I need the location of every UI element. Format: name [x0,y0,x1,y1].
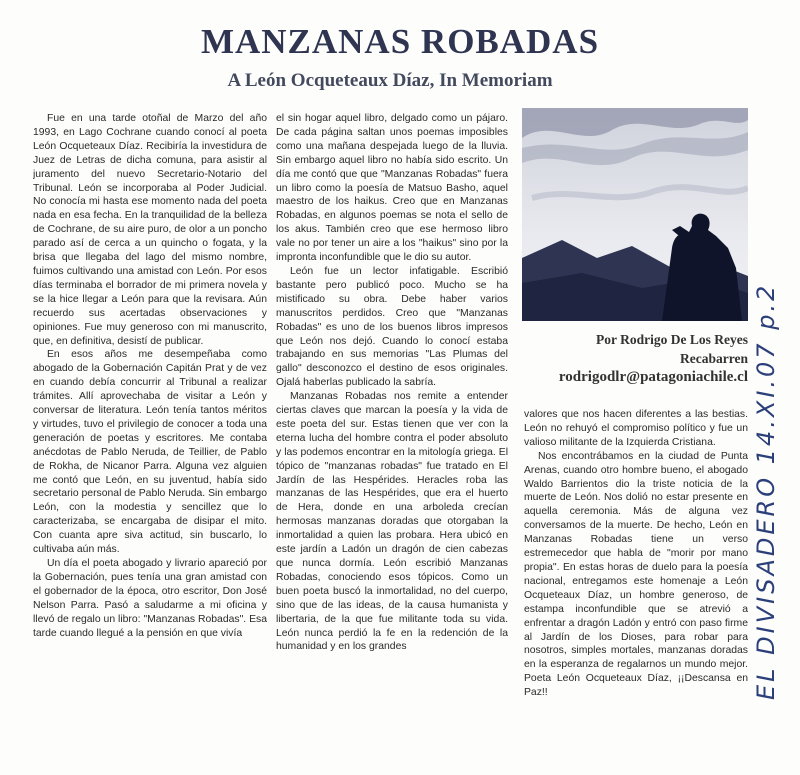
paragraph: Manzanas Robadas nos remite a entender ciertas claves que marcan la poesía y la vida de este poeta del sur. Estas tienen que ver con la eterna lucha del hombre contra el poder absoluto y las podemos encontrar en la mitología griega. El tópico de "manzanas robadas" fue tratado en El Jardín de las Hespérides. Heracles roba las manzanas de las Hespérides, que era el huerto de Hera, donde en una arboleda crecían hermosas manzanas doradas que otorgaban la inmortalidad a quien las probara. Hera ubicó en este jardín a Ladón un dragón de cien cabezas que nunca dormía. León escribió Manzanas Robadas, conociendo esos tópicos. Como un buen poeta buscó la inmortalidad, no del cuerpo, sino que de las ideas, de la causa humanista y libertaria, de la que fue militante toda su vida. León nunca perdió la fe en la redención de la humanidad y en los grandes [276,391,508,653]
text-column-3 [524,408,748,730]
author-name: Por Rodrigo De Los Reyes [596,332,748,347]
article-subtitle: A León Ocqueteaux Díaz, In Memoriam [227,70,553,91]
paragraph: León fue un lector infatigable. Escribió bastante pero publicó poco. Mucho se ha mistificado su obra. Debe haber varios manuscritos perdidos. Creo que "Manzanas Robadas" es uno de los buenos libros impresos que León nos dejó. Cuando lo conocí estaba trabajando en sus memorias "Las Plumas del gallo" desconozco el destino de esos originales. Ojalá haberlas publicado la sabría. [276,265,508,389]
paragraph: el sin hogar aquel libro, delgado como un pájaro. De cada página saltan unos poemas imposibles como una mañana despejada luego de la lluvia. Sin embargo aquel libro no había sido escrito. Un día me contó que que "Manzanas Robadas" fuera un libro como la poesía de Matsuo Basho, aquel maestro de los haikus. Creo que en Manzanas Robadas, en algunos poemas se nota el sello de los akus. También creo que ese hermoso libro vale no por tener un aire a los "haikus" sino por la impronta inconfundible que le dio su autor. [276,113,508,264]
article-photo [522,108,748,321]
paragraph: Nos encontrábamos en la ciudad de Punta Arenas, cuando otro hombre bueno, el abogado Waldo Barrientos dio la triste noticia de la muerte de León. Nos dolió no estar presente en aquella ceremonia. Más de alguna vez conversamos de la muerte. De hecho, León en Manzanas Robadas tiene un verso estremecedor que habla de "morir por mano propia". En estas horas de duelo para la poesía nacional, entregamos este homenaje a León Ocqueteaux Díaz, un hombre generoso, de estampa inconfundible que se atrevió a enfrentar a dragón Ladón y entró con paso firme al Jardín de los Dioses, para robar para nosotros, simples mortales, manzanas doradas en la esperanza de regalarnos un mundo mejor. Poeta León Ocqueteaux Díaz, ¡¡Descansa en Paz!! [524,450,748,699]
author-byline [520,330,748,387]
text-column-2 [276,112,508,727]
article-title: MANZANAS ROBADAS [200,22,600,61]
author-email: rodrigodlr@patagoniachile.cl [558,369,748,385]
handwritten-source-note: EL DIVISADERO 14.XI.07 p.2 [752,282,780,700]
text-column-1 [33,112,267,727]
paragraph: valores que nos hacen diferentes a las bestias. León no rehuyó el compromiso político y fue un valioso militante de la Izquierda Cristiana. [524,409,748,448]
paragraph: Fue en una tarde otoñal de Marzo del año 1993, en Lago Cochrane cuando conocí al poeta León Ocqueteaux Díaz. Recibiría la investidura de Juez de Letras de dicha comuna, para asistir al juramento del nuevo Secretario-Notario del Tribunal. León se incorporaba al Poder Judicial. No conocía mi hasta ese momento nada del poeta nada en esa fecha. En la tranquilidad de la belleza de Cochrane, de su aire puro, de olor a un poncho parado así de cerca a un quincho o fogata, y la brisa que llegaba del lago del mismo nombre, fuimos cultivando una amistad con León. Por esos días terminaba el borrador de mi primera novela y se la hice llegar a León para que la revisara. Aún recuerdo sus acertadas observaciones y opiniones. Fue muy generoso con mi manuscrito, que, en definitiva, desistí de publicar. [33,113,267,347]
author-surname: Recabarren [680,351,748,366]
paragraph: En esos años me desempeñaba como abogado de la Gobernación Capitán Prat y de vez en cuando debía concurrir al Tribunal a realizar trámites. Allí aprovechaba de visitar a León y conversar de literatura. León tenía tantos méritos y virtudes, tuvo el privilegio de conocer a toda una generación de poetas y escritores. Me contaba anécdotas de Pablo Neruda, de Teillier, de Pablo de Rokha, de Nicanor Parra. Alguna vez alguien me contó que León, en su juventud, había sido secretario personal de Pablo Neruda. Sin embargo León, con la modestia y sencillez que lo caracterizaba, se encargaba de disipar el mito. Con cuanta apre siva actitud, sin buscarlo, lo cultivaba aún más. [33,349,267,556]
photo-illustration [522,108,748,321]
paragraph: Un día el poeta abogado y livrario apareció por la Gobernación, pues tenía una gran amistad con el gobernador de la época, otro escritor, Don José Nelson Parra. Pasó a saludarme a mi oficina y llevó de regalo un libro: "Manzanas Robadas". Esa tarde cuando llegué a la pensión en que vivía [33,558,267,639]
